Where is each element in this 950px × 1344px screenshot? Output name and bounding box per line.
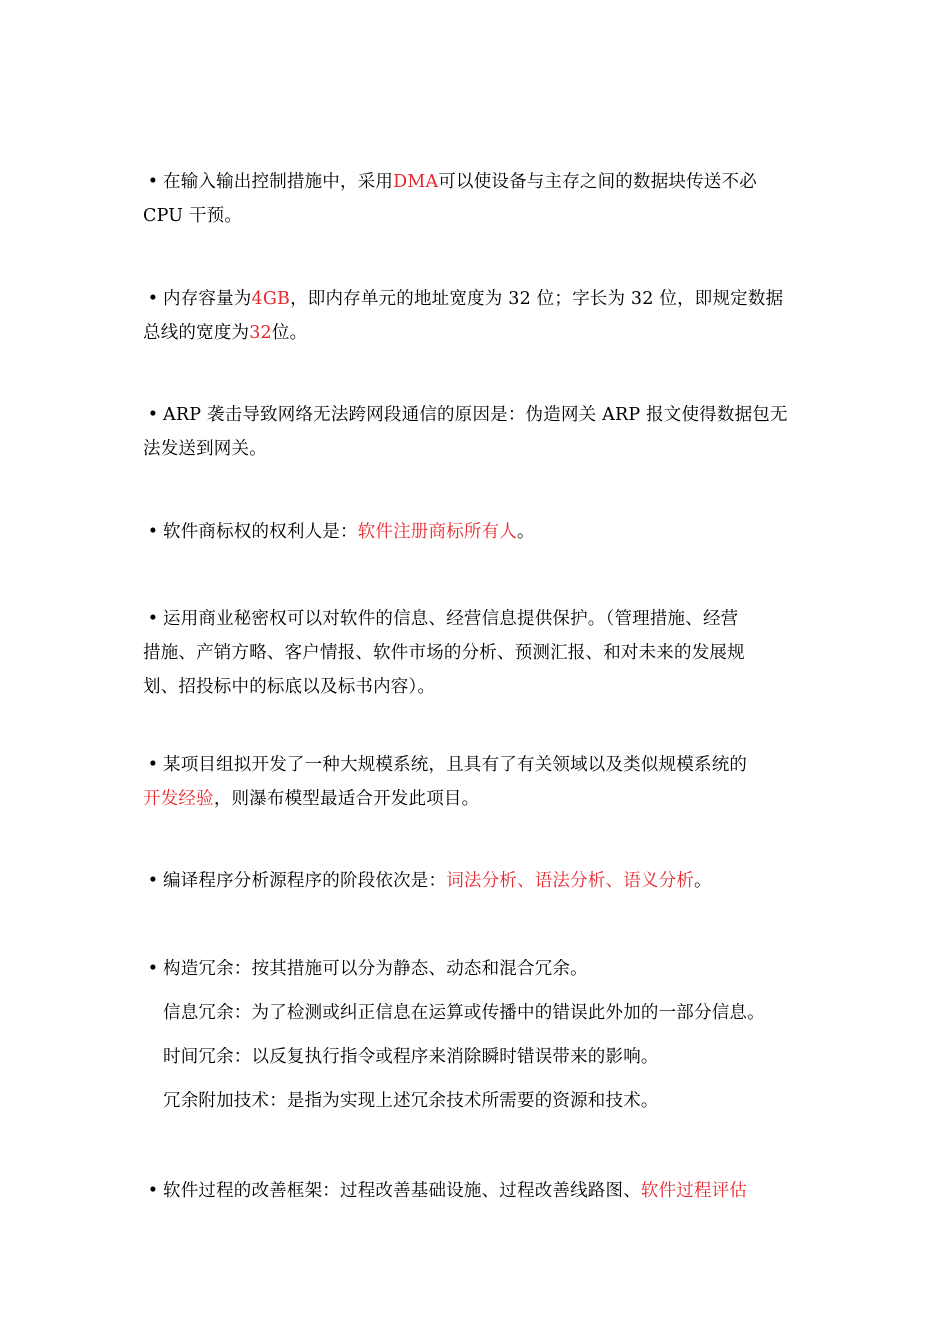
item-line [143, 282, 813, 316]
item-line [143, 515, 813, 549]
item-text: 总线的宽度为 [143, 323, 250, 343]
item-line [143, 316, 813, 350]
highlight-text: 软件过程评估 [640, 1181, 748, 1201]
item-line [143, 1174, 813, 1208]
item-text: 编译程序分析源程序的阶段依次是： [163, 871, 447, 891]
bullet-item-trademark [143, 515, 813, 549]
bullet-item-redundancy [143, 952, 813, 986]
highlight-text: DMA [393, 172, 439, 192]
item-text: 位。 [271, 323, 308, 343]
bullet-item-dma [143, 165, 813, 233]
item-text: 可以使设备与主存之间的数据块传送不必 [438, 172, 757, 192]
sub-line-redundancy-technique: 冗余附加技术：是指为实现上述冗余技术所需要的资源和技术。 [163, 1091, 659, 1111]
item-text: 在输入输出控制措施中，采用 [163, 172, 394, 192]
highlight-text: 软件注册商标所有人 [357, 522, 518, 542]
bullet-item-arp [143, 398, 813, 466]
bullet-marker: • [147, 289, 159, 309]
bullet-item-compiler [143, 864, 813, 898]
bullet-marker: • [147, 959, 159, 979]
bullet-marker: • [147, 871, 159, 891]
item-text: 。 [694, 871, 712, 891]
item-line [143, 398, 813, 432]
item-text: ARP 袭击导致网络无法跨网段通信的原因是：伪造网关 ARP 报文使得数据包无 [163, 405, 788, 425]
item-text: 软件商标权的权利人是： [163, 522, 358, 542]
highlight-text: 32 [249, 323, 272, 343]
bullet-marker: • [147, 1181, 159, 1201]
item-text: 内存容量为 [163, 289, 252, 309]
item-line [143, 748, 813, 782]
item-line [143, 952, 813, 986]
item-text: ，即内存单元的地址宽度为 32 位；字长为 32 位，即规定数据 [290, 289, 784, 309]
bullet-item-memory [143, 282, 813, 350]
highlight-text: 开发经验 [143, 789, 214, 809]
item-line: 划、招投标中的标底以及标书内容）。 [143, 677, 436, 697]
item-line: 法发送到网关。 [143, 439, 267, 459]
item-line: 措施、产销方略、客户情报、软件市场的分析、预测汇报、和对未来的发展规 [143, 643, 745, 663]
sub-line-time-redundancy: 时间冗余：以反复执行指令或程序来消除瞬时错误带来的影响。 [163, 1047, 659, 1067]
item-text: 运用商业秘密权可以对软件的信息、经营信息提供保护。（管理措施、经营 [163, 609, 739, 629]
highlight-text: 词法分析、语法分析、语义分析 [446, 871, 695, 891]
highlight-text: 4GB [251, 289, 291, 309]
item-line: CPU 干预。 [143, 206, 243, 226]
bullet-item-process-improvement [143, 1174, 813, 1208]
item-text: 。 [517, 522, 535, 542]
bullet-item-trade-secret [143, 602, 813, 704]
sub-line-information-redundancy: 信息冗余：为了检测或纠正信息在运算或传播中的错误此外加的一部分信息。 [163, 1003, 765, 1023]
bullet-marker: • [147, 755, 159, 775]
item-line [143, 602, 813, 636]
bullet-marker: • [147, 405, 159, 425]
item-line [143, 782, 813, 816]
bullet-marker: • [147, 522, 159, 542]
item-text: 某项目组拟开发了一种大规模系统，且具有了有关领域以及类似规模系统的 [163, 755, 748, 775]
bullet-marker: • [147, 172, 159, 192]
item-text: 构造冗余：按其措施可以分为静态、动态和混合冗余。 [163, 959, 588, 979]
item-line [143, 165, 813, 199]
bullet-item-waterfall [143, 748, 813, 816]
item-text: ，则瀑布模型最适合开发此项目。 [213, 789, 480, 809]
bullet-marker: • [147, 609, 159, 629]
item-text: 软件过程的改善框架：过程改善基础设施、过程改善线路图、 [163, 1181, 641, 1201]
item-line [143, 864, 813, 898]
